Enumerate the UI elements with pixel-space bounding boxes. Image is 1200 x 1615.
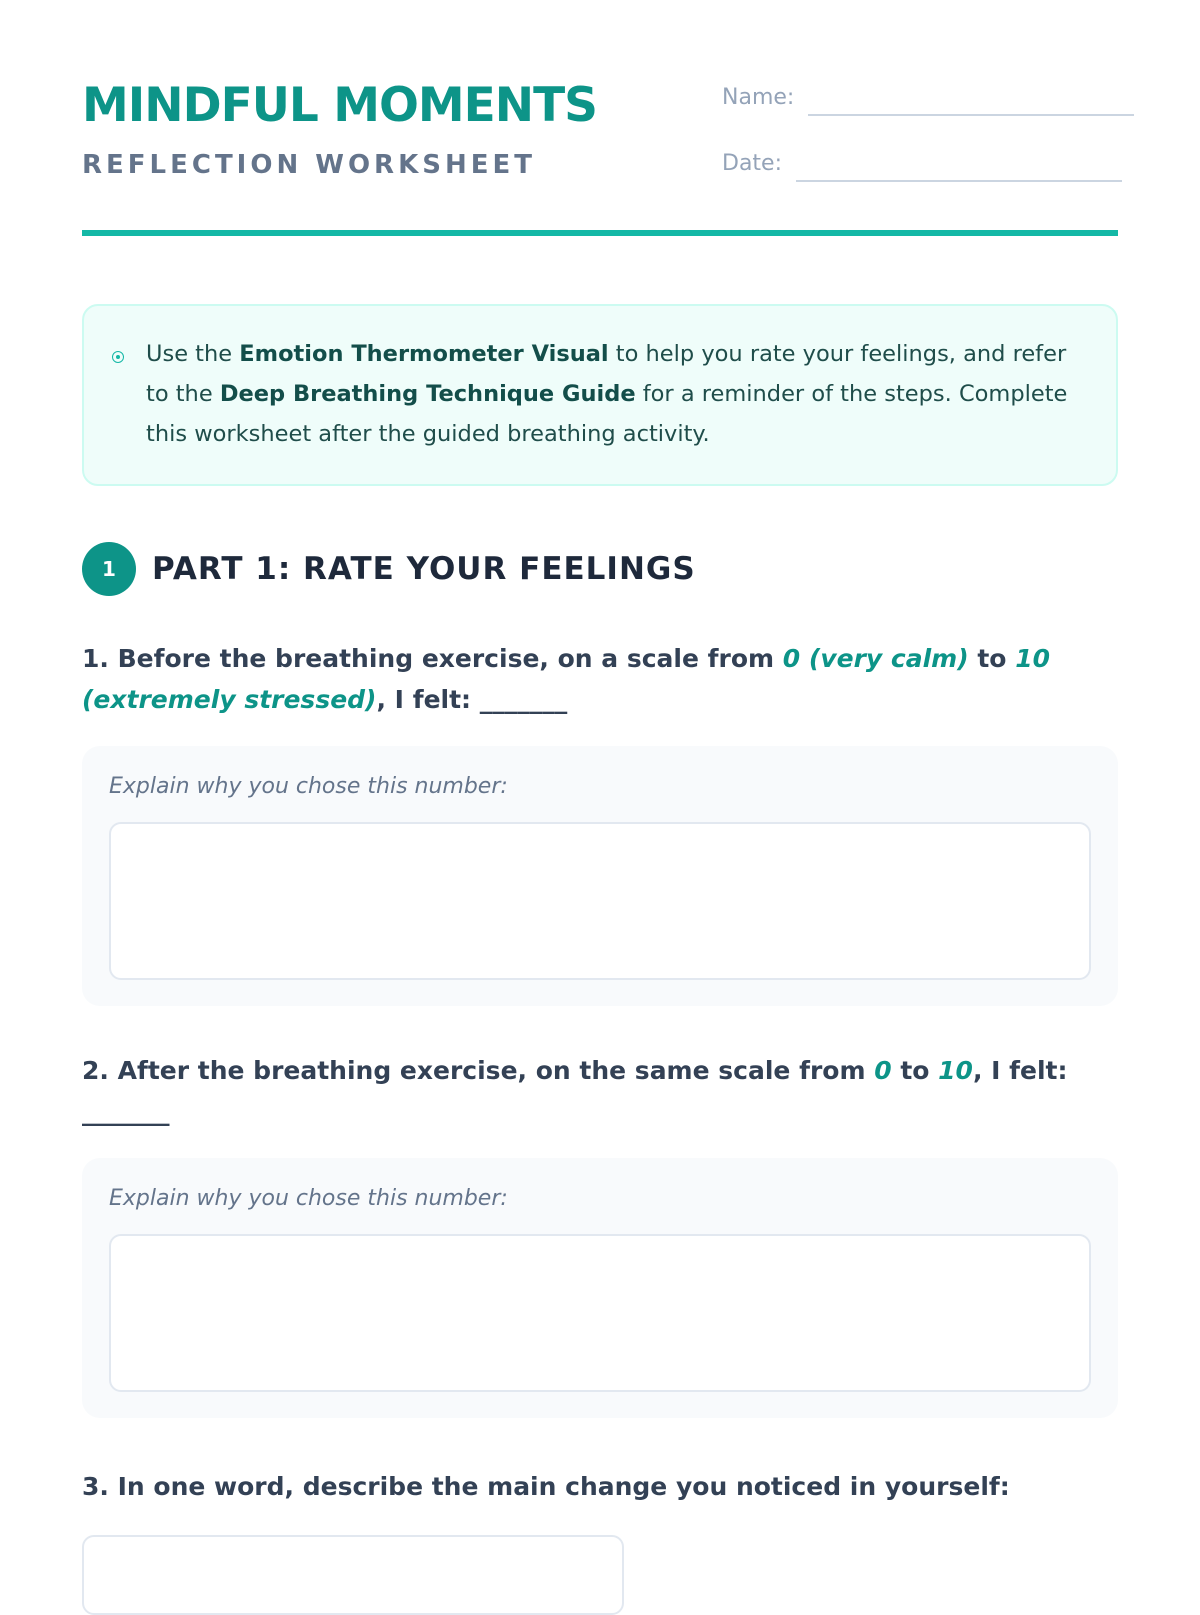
brand-title: MINDFUL MOMENTS <box>82 78 598 133</box>
instructions-callout <box>82 304 1118 486</box>
question-1-connector: to <box>968 644 1016 673</box>
answer-box-1[interactable] <box>109 822 1091 980</box>
section-number-badge: 1 <box>82 542 136 596</box>
scale-high-value: 10 <box>938 1056 973 1085</box>
question-2 <box>82 1050 1118 1132</box>
callout-text-3: for a reminder of the steps. Complete this worksheet after the guided breathing activity. <box>146 381 1068 447</box>
question-2-blank: , I felt: _______ <box>82 1056 1068 1126</box>
date-label: Date: <box>722 151 782 176</box>
name-field <box>722 86 1134 110</box>
callout-breathing-guide: Deep Breathing Technique Guide <box>219 381 636 407</box>
answer-prompt-1: Explain why you chose this number: <box>109 774 508 799</box>
section-title: PART 1: RATE YOUR FEELINGS <box>152 551 696 587</box>
scale-low-label: 0 (very calm) <box>782 644 969 673</box>
worksheet-header <box>82 0 1118 236</box>
question-2-text: 2. After the breathing exercise, on the same scale from <box>82 1056 875 1085</box>
one-word-answer-box[interactable] <box>82 1535 624 1615</box>
section-heading-part-1 <box>82 542 1118 596</box>
header-divider <box>82 230 1118 236</box>
question-1-blank: , I felt: _______ <box>376 685 568 714</box>
callout-text-2: to help you rate your feelings, and refer to the <box>146 341 1067 407</box>
scale-low-value: 0 <box>874 1056 892 1085</box>
info-icon <box>112 351 124 363</box>
date-field <box>722 152 1122 176</box>
question-1 <box>82 638 1118 720</box>
answer-box-2[interactable] <box>109 1234 1091 1392</box>
answer-card-2 <box>82 1158 1118 1418</box>
name-label: Name: <box>722 85 795 110</box>
question-1-text: 1. Before the breathing exercise, on a scale from <box>82 644 783 673</box>
answer-card-1 <box>82 746 1118 1006</box>
scale-high-label: 10 (extremely stressed) <box>82 644 1050 714</box>
callout-emotion-thermometer: Emotion Thermometer Visual <box>239 341 609 367</box>
name-input-line[interactable] <box>808 114 1134 116</box>
answer-prompt-2: Explain why you chose this number: <box>109 1186 508 1211</box>
worksheet-subtitle: REFLECTION WORKSHEET <box>82 150 536 180</box>
question-3: 3. In one word, describe the main change you noticed in yourself: <box>82 1472 1010 1501</box>
question-2-connector: to <box>891 1056 939 1085</box>
callout-text-1: Use the <box>146 341 240 367</box>
date-input-line[interactable] <box>796 180 1122 182</box>
